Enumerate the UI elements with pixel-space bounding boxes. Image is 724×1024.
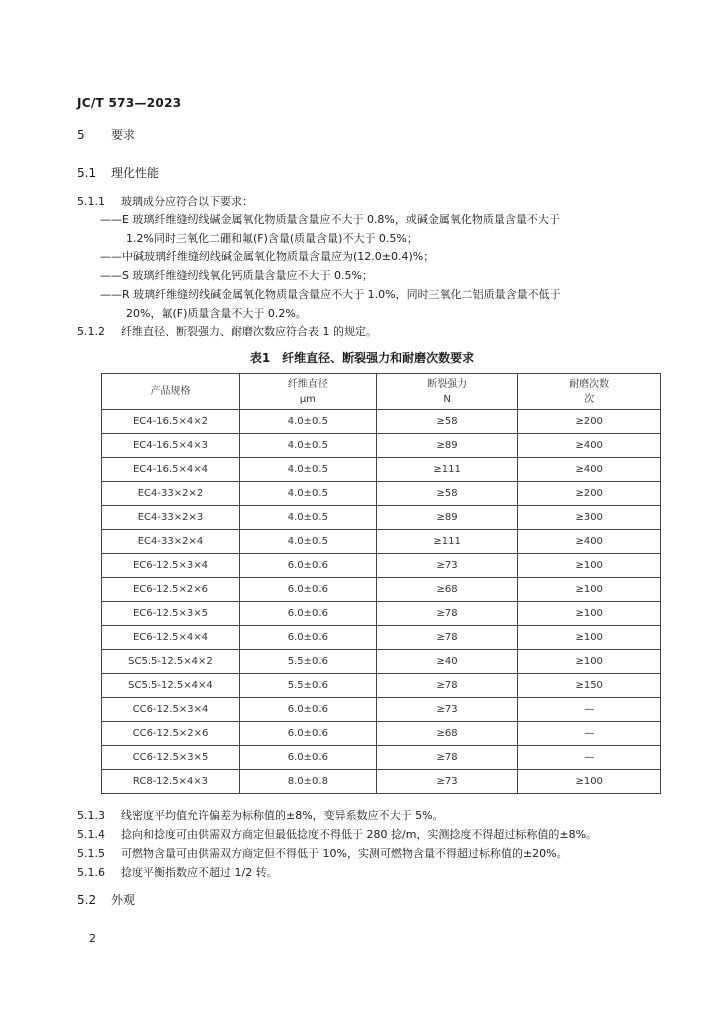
cell-abrasion-count: ≥100: [518, 770, 661, 794]
clause-5-1-4: [77, 825, 597, 844]
header-label: 产品规格: [150, 386, 191, 397]
section-heading-5-1: [77, 164, 159, 181]
table-row: [102, 578, 661, 602]
table-row: [102, 530, 661, 554]
table-row: [102, 410, 661, 434]
cell-abrasion-count: —: [518, 698, 661, 722]
cell-abrasion-count: ≥100: [518, 554, 661, 578]
section-title: 外观: [111, 893, 136, 907]
clause-text: 玻璃成分应符合以下要求：: [121, 195, 253, 208]
list-item: [100, 266, 640, 285]
section-title: 要求: [111, 128, 136, 142]
table-row: [102, 674, 661, 698]
document-code: JC/T 573—2023: [77, 96, 182, 110]
table-row: [102, 506, 661, 530]
cell-abrasion-count: ≥200: [518, 410, 661, 434]
clause-number: 5.1.4: [77, 828, 105, 841]
table-row: [102, 698, 661, 722]
cell-breaking-strength: ≥58: [376, 482, 518, 506]
clause-text: 捻向和捻度可由供需双方商定但最低捻度不得低于 280 捻/m，实测捻度不得超过标称值的±8%。: [121, 828, 598, 841]
table-row: [102, 722, 661, 746]
list-item-line: ——R 玻璃纤维缝纫线碱金属氧化物质量含量应不大于 1.0%，同时三氧化二铝质量含量不低于: [100, 288, 561, 301]
page-number: 2: [89, 932, 96, 945]
section-number: 5.1: [77, 166, 97, 180]
header-unit: 次: [584, 393, 595, 405]
clause-number: 5.1.6: [77, 866, 105, 879]
cell-abrasion-count: ≥150: [518, 674, 661, 698]
header-abrasion-count: [518, 374, 661, 410]
cell-fiber-diameter: 4.0±0.5: [239, 530, 376, 554]
cell-fiber-diameter: 4.0±0.5: [239, 482, 376, 506]
cell-fiber-diameter: 5.5±0.6: [239, 650, 376, 674]
clause-text: 纤维直径、断裂强力、耐磨次数应符合表 1 的规定。: [121, 325, 377, 338]
cell-abrasion-count: ≥100: [518, 578, 661, 602]
cell-product-spec: EC4-16.5×4×4: [102, 458, 240, 482]
list-item-line: ——S 玻璃纤维缝纫线氧化钙质量含量应不大于 0.5%；: [100, 269, 373, 282]
clause-5-1-3: [77, 806, 444, 825]
cell-product-spec: CC6-12.5×2×6: [102, 722, 240, 746]
clause-number: 5.1.2: [77, 325, 105, 338]
cell-breaking-strength: ≥78: [376, 626, 518, 650]
section-title: 理化性能: [111, 166, 160, 180]
header-fiber-diameter: [239, 374, 376, 410]
cell-fiber-diameter: 6.0±0.6: [239, 722, 376, 746]
cell-breaking-strength: ≥89: [376, 506, 518, 530]
cell-fiber-diameter: 6.0±0.6: [239, 578, 376, 602]
list-item-continuation: 1.2%同时三氧化二硼和氟(F)含量(质量含量)不大于 0.5%；: [126, 232, 418, 245]
section-heading-5: [77, 126, 135, 143]
cell-fiber-diameter: 8.0±0.8: [239, 770, 376, 794]
cell-breaking-strength: ≥58: [376, 410, 518, 434]
cell-product-spec: EC4-16.5×4×2: [102, 410, 240, 434]
table-caption: 表1 纤维直径、断裂强力和耐磨次数要求: [249, 351, 475, 365]
list-item-line: ——E 玻璃纤维缝纫线碱金属氧化物质量含量应不大于 0.8%，或碱金属氧化物质量含量不大于: [100, 213, 560, 226]
header-label: 断裂强力: [427, 378, 468, 390]
clause-number: 5.1.5: [77, 847, 105, 860]
cell-fiber-diameter: 6.0±0.6: [239, 554, 376, 578]
cell-breaking-strength: ≥89: [376, 434, 518, 458]
section-number: 5.2: [77, 893, 97, 907]
table-row: [102, 650, 661, 674]
table-row: [102, 746, 661, 770]
clause-5-1-2: [77, 322, 377, 341]
cell-abrasion-count: —: [518, 746, 661, 770]
cell-fiber-diameter: 6.0±0.6: [239, 698, 376, 722]
table-row: [102, 626, 661, 650]
list-item: [100, 285, 640, 323]
cell-abrasion-count: ≥100: [518, 650, 661, 674]
table-row: [102, 770, 661, 794]
table-row: [102, 482, 661, 506]
cell-breaking-strength: ≥68: [376, 578, 518, 602]
cell-product-spec: RC8-12.5×4×3: [102, 770, 240, 794]
cell-breaking-strength: ≥111: [376, 458, 518, 482]
cell-product-spec: EC4-33×2×4: [102, 530, 240, 554]
cell-fiber-diameter: 4.0±0.5: [239, 434, 376, 458]
cell-fiber-diameter: 4.0±0.5: [239, 458, 376, 482]
clause-text: 可燃物含量可由供需双方商定但不得低于 10%，实测可燃物含量不得超过标称值的±20%。: [121, 847, 568, 860]
list-item: [100, 210, 640, 248]
header-label: 耐磨次数: [569, 378, 610, 390]
cell-fiber-diameter: 5.5±0.6: [239, 674, 376, 698]
table-header-row: [102, 374, 661, 410]
cell-breaking-strength: ≥40: [376, 650, 518, 674]
cell-breaking-strength: ≥111: [376, 530, 518, 554]
clause-text: 线密度平均值允许偏差为标称值的±8%，变异系数应不大于 5%。: [121, 809, 444, 822]
list-item: [100, 247, 640, 266]
clause-text: 捻度平衡指数应不超过 1/2 转。: [121, 866, 278, 879]
section-number: 5: [77, 128, 85, 142]
cell-breaking-strength: ≥68: [376, 722, 518, 746]
header-label: 纤维直径: [287, 378, 328, 390]
cell-abrasion-count: —: [518, 722, 661, 746]
clause-5-1-1: [77, 192, 253, 211]
cell-abrasion-count: ≥200: [518, 482, 661, 506]
header-unit: N: [443, 393, 451, 405]
header-unit: μm: [299, 393, 316, 405]
cell-breaking-strength: ≥73: [376, 554, 518, 578]
cell-product-spec: CC6-12.5×3×4: [102, 698, 240, 722]
cell-product-spec: EC6-12.5×3×5: [102, 602, 240, 626]
cell-breaking-strength: ≥73: [376, 698, 518, 722]
table-body: [102, 410, 661, 794]
clause-5-1-5: [77, 844, 568, 863]
cell-product-spec: EC4-16.5×4×3: [102, 434, 240, 458]
section-heading-5-2: [77, 891, 135, 908]
cell-abrasion-count: ≥300: [518, 506, 661, 530]
list-item-line: ——中碱玻璃纤维缝纫线碱金属氧化物质量含量应为(12.0±0.4)%；: [100, 250, 435, 263]
table-row: [102, 554, 661, 578]
cell-product-spec: SC5.5-12.5×4×2: [102, 650, 240, 674]
cell-abrasion-count: ≥400: [518, 458, 661, 482]
list-item-continuation: 20%，氟(F)质量含量不大于 0.2%。: [126, 307, 307, 320]
clause-5-1-6: [77, 863, 278, 882]
cell-product-spec: EC4-33×2×2: [102, 482, 240, 506]
cell-fiber-diameter: 6.0±0.6: [239, 626, 376, 650]
cell-abrasion-count: ≥100: [518, 626, 661, 650]
cell-product-spec: EC6-12.5×2×6: [102, 578, 240, 602]
cell-breaking-strength: ≥78: [376, 746, 518, 770]
cell-fiber-diameter: 4.0±0.5: [239, 506, 376, 530]
header-product-spec: [102, 374, 240, 410]
requirements-table: [101, 373, 661, 794]
cell-product-spec: EC6-12.5×3×4: [102, 554, 240, 578]
cell-fiber-diameter: 4.0±0.5: [239, 410, 376, 434]
cell-product-spec: EC4-33×2×3: [102, 506, 240, 530]
cell-abrasion-count: ≥100: [518, 602, 661, 626]
cell-breaking-strength: ≥78: [376, 602, 518, 626]
cell-product-spec: EC6-12.5×4×4: [102, 626, 240, 650]
clause-number: 5.1.1: [77, 195, 105, 208]
cell-product-spec: SC5.5-12.5×4×4: [102, 674, 240, 698]
cell-breaking-strength: ≥78: [376, 674, 518, 698]
cell-product-spec: CC6-12.5×3×5: [102, 746, 240, 770]
cell-fiber-diameter: 6.0±0.6: [239, 746, 376, 770]
cell-fiber-diameter: 6.0±0.6: [239, 602, 376, 626]
clause-number: 5.1.3: [77, 809, 105, 822]
cell-breaking-strength: ≥73: [376, 770, 518, 794]
header-breaking-strength: [376, 374, 518, 410]
cell-abrasion-count: ≥400: [518, 530, 661, 554]
cell-abrasion-count: ≥400: [518, 434, 661, 458]
table-row: [102, 458, 661, 482]
table-row: [102, 434, 661, 458]
table-row: [102, 602, 661, 626]
